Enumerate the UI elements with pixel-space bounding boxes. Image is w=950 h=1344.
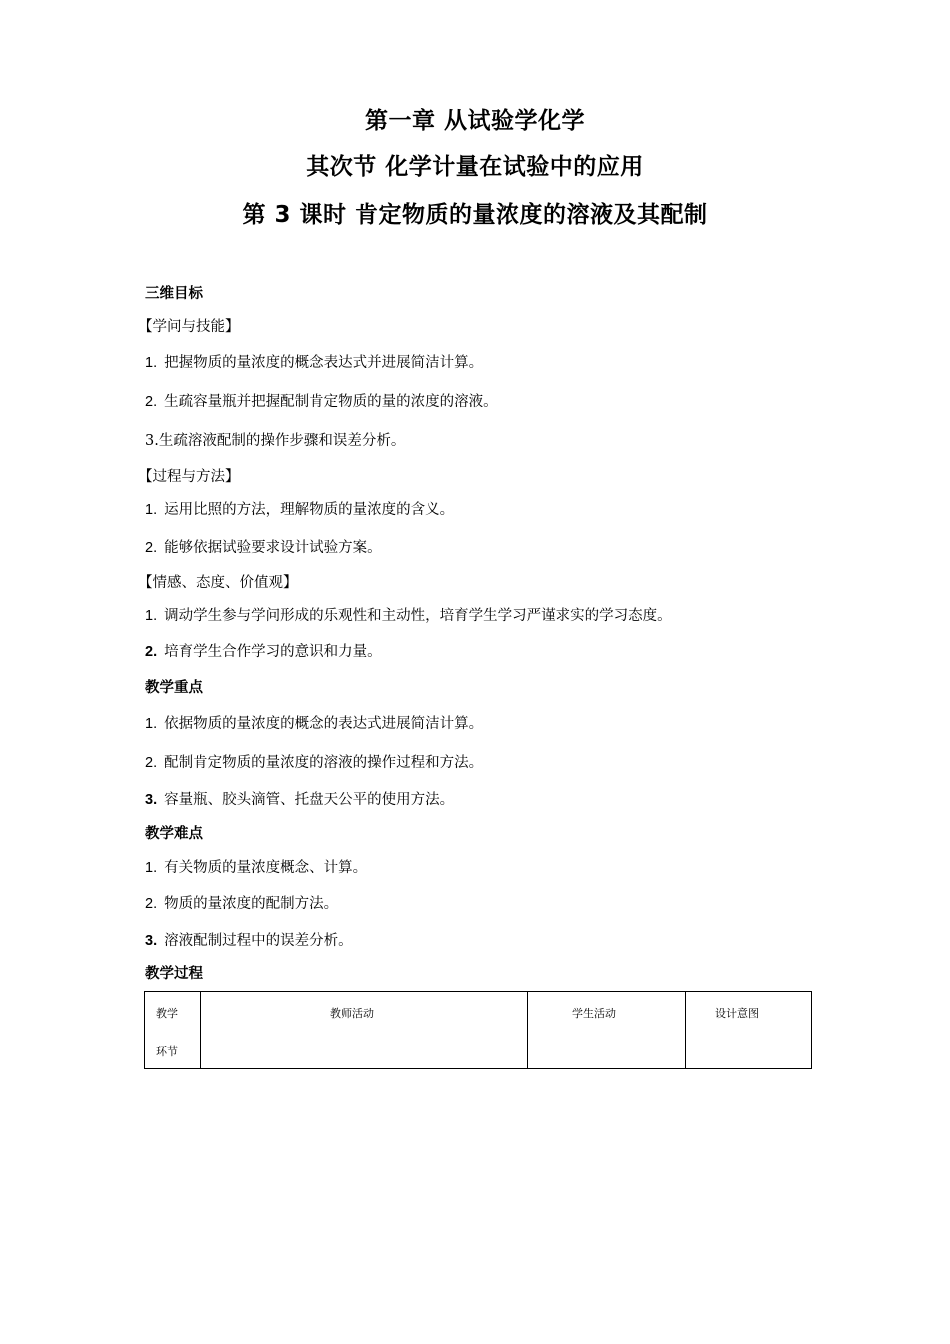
item-number: 1.: [145, 608, 158, 624]
item-number: 1.: [145, 716, 158, 732]
item-text: 运用比照的方法，理解物质的量浓度的含义。: [164, 502, 455, 518]
item-text: 容量瓶、胶头滴管、托盘天公平的使用方法。: [164, 792, 455, 808]
item-number: 2.: [145, 540, 158, 556]
table-header-row: [145, 992, 812, 1069]
stage-header-line2: 环节: [156, 1045, 178, 1058]
teacher-column-header: [201, 992, 528, 1069]
key-point-item: [145, 788, 454, 809]
item-text: 依据物质的量浓度的概念的表达式进展简洁计算。: [164, 716, 484, 732]
emotion-item: [145, 604, 672, 625]
lesson-title: 第 3 课时 肯定物质的量浓度的溶液及其配制: [242, 202, 708, 228]
difficulty-item: [145, 856, 367, 877]
difficulty-item: [145, 929, 353, 950]
key-point-item: [145, 712, 483, 733]
item-text: 物质的量浓度的配制方法。: [164, 896, 339, 912]
item-text: 生疏容量瓶并把握配制肯定物质的量的浓度的溶液。: [164, 394, 498, 410]
item-number: 2.: [145, 896, 158, 912]
item-number: 3.: [145, 933, 158, 949]
process-item: [145, 498, 454, 519]
item-number: 2.: [145, 755, 158, 771]
knowledge-item: [145, 429, 405, 450]
stage-column-header: [145, 992, 201, 1069]
design-header-text: 设计意图: [715, 1007, 759, 1020]
knowledge-item: [145, 390, 498, 411]
item-text: 调动学生参与学问形成的乐观性和主动性，培育学生学习严谨求实的学习态度。: [164, 608, 672, 624]
knowledge-label: 【学问与技能】: [138, 319, 240, 335]
process-label: 【过程与方法】: [138, 469, 240, 485]
teaching-process-heading: 教学过程: [145, 966, 203, 982]
student-header-text: 学生活动: [572, 1007, 616, 1020]
item-text: 有关物质的量浓度概念、计算。: [164, 860, 368, 876]
item-text: 培育学生合作学习的意识和力量。: [164, 644, 382, 660]
item-text: 能够依据试验要求设计试验方案。: [164, 540, 382, 556]
item-number: 2.: [145, 394, 158, 410]
item-text: 配制肯定物质的量浓度的溶液的操作过程和方法。: [164, 755, 484, 771]
process-item: [145, 536, 382, 557]
chapter-title: 第一章 从试验学化学: [364, 108, 585, 134]
stage-header-line1: 教学: [156, 1007, 178, 1020]
item-text: 把握物质的量浓度的概念表达式并进展简洁计算。: [164, 355, 484, 371]
item-number: 1.: [145, 502, 158, 518]
emotion-label: 【情感、态度、价值观】: [138, 575, 298, 591]
item-text: 3.生疏溶液配制的操作步骤和误差分析。: [145, 433, 406, 449]
item-number: 1.: [145, 860, 158, 876]
key-points-heading: 教学重点: [145, 680, 203, 696]
item-number: 2.: [145, 644, 158, 660]
teaching-process-table: [144, 991, 812, 1069]
teacher-header-text: 教师活动: [330, 1007, 374, 1020]
section-title: 其次节 化学计量在试验中的应用: [306, 154, 644, 180]
student-column-header: [528, 992, 686, 1069]
difficulties-heading: 教学难点: [145, 826, 203, 842]
knowledge-item: [145, 351, 483, 372]
key-point-item: [145, 751, 483, 772]
goals-heading: 三维目标: [145, 286, 203, 302]
item-number: 1.: [145, 355, 158, 371]
design-column-header: [686, 992, 812, 1069]
difficulty-item: [145, 892, 338, 913]
item-number: 3.: [145, 792, 158, 808]
emotion-item: [145, 640, 382, 661]
item-text: 溶液配制过程中的误差分析。: [164, 933, 353, 949]
